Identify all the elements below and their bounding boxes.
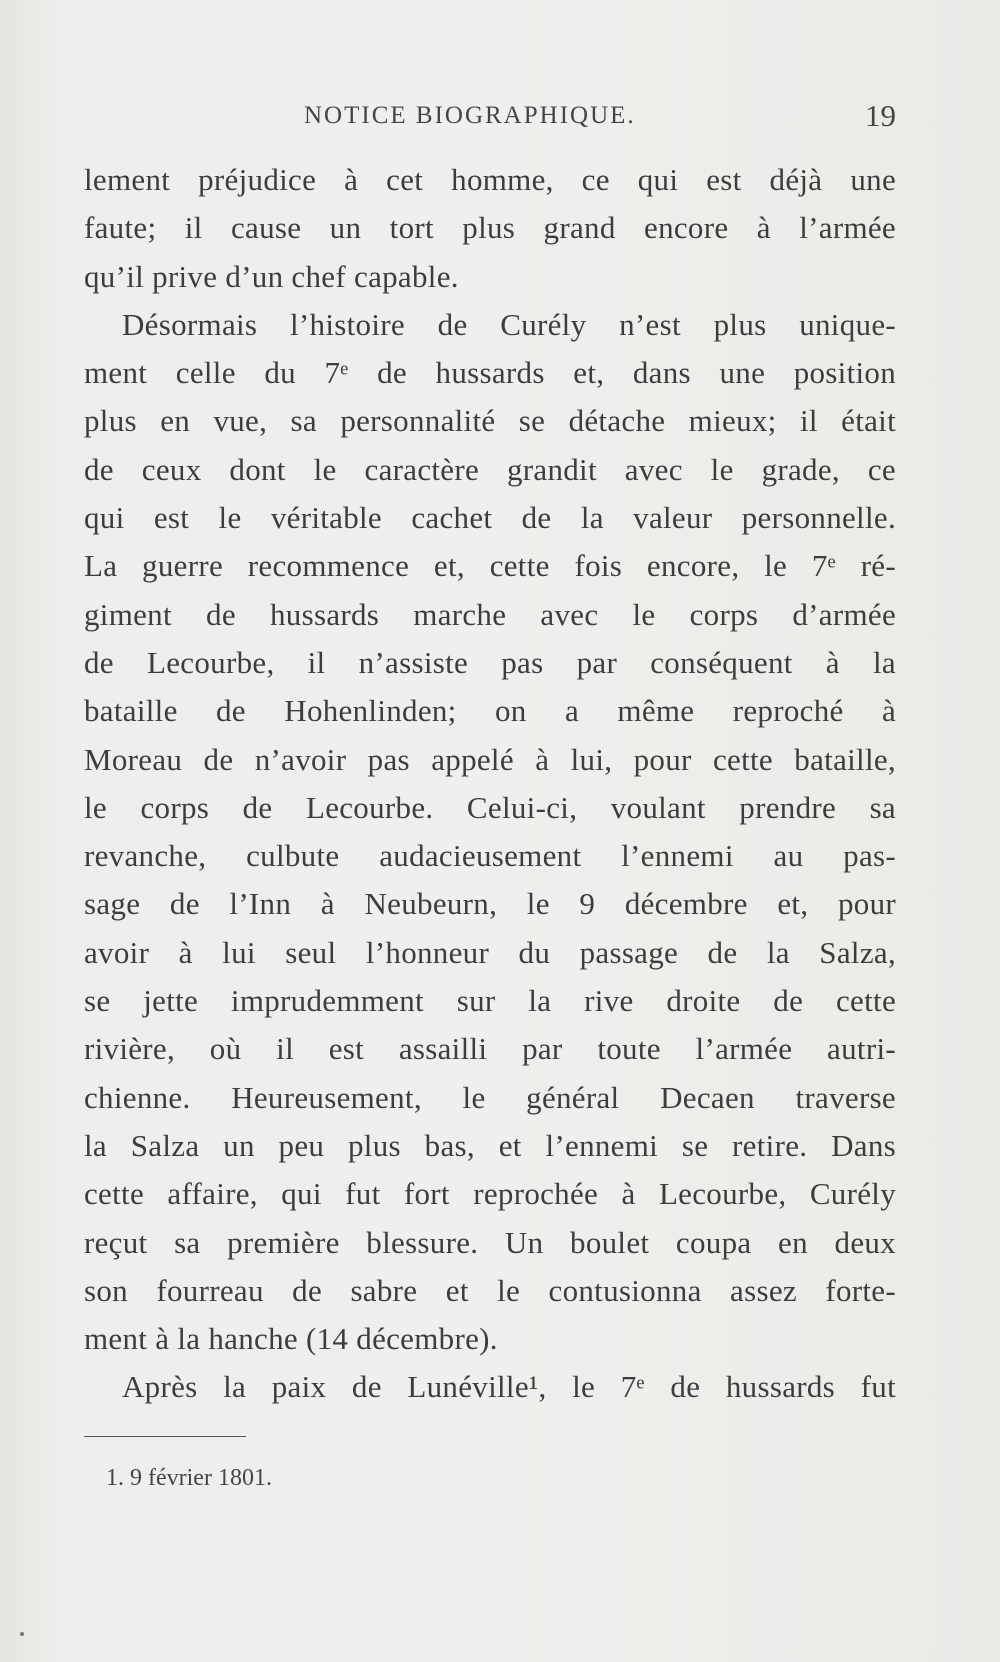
text-line: Moreau de n’avoir pas appelé à lui, pour cette bataille, [84, 741, 896, 777]
text-line: chienne. Heureusement, le général Decaen traverse [84, 1079, 896, 1115]
page-number: 19 [865, 98, 896, 133]
text-line: faute; il cause un tort plus grand encore à l’armée [84, 210, 896, 246]
body-text [84, 156, 896, 1412]
text-line: lement préjudice à cet homme, ce qui est déjà une [84, 162, 896, 197]
running-head [84, 98, 896, 138]
text-line: sage de l’Inn à Neubeurn, le 9 décembre et, pour [84, 886, 896, 922]
footnote-rule [84, 1436, 246, 1437]
text-line: La guerre recommence et, cette fois encore, le 7ᵉ ré- [84, 548, 896, 584]
text-line: Après la paix de Lunéville¹, le 7ᵉ de hussards fut [122, 1369, 896, 1405]
text-line: son fourreau de sabre et le contusionna assez forte- [84, 1272, 896, 1308]
text-line: Désormais l’histoire de Curély n’est plus unique- [122, 306, 896, 342]
text-line: cette affaire, qui fut fort reprochée à Lecourbe, Curély [84, 1176, 896, 1212]
text-line: se jette imprudemment sur la rive droite de cette [84, 983, 896, 1019]
text-line: rivière, où il est assailli par toute l’armée autri- [84, 1031, 896, 1067]
footnote: 1. 9 février 1801. [106, 1465, 272, 1491]
text-line: bataille de Hohenlinden; on a même reproché à [84, 693, 896, 729]
text-line: revanche, culbute audacieusement l’ennemi au pas- [84, 838, 896, 874]
text-line: le corps de Lecourbe. Celui-ci, voulant prendre sa [84, 789, 896, 825]
text-line: avoir à lui seul l’honneur du passage de la Salza, [84, 934, 896, 970]
text-line: la Salza un peu plus bas, et l’ennemi se retire. Dans [84, 1127, 896, 1163]
text-line: de Lecourbe, il n’assiste pas par conséquent à la [84, 644, 896, 680]
text-line: reçut sa première blessure. Un boulet coupa en deux [84, 1224, 896, 1260]
paper-speck [20, 1632, 24, 1636]
text-line: ment celle du 7ᵉ de hussards et, dans une position [84, 355, 896, 391]
text-line: de ceux dont le caractère grandit avec le grade, ce [84, 451, 896, 487]
running-title: NOTICE BIOGRAPHIQUE. [304, 102, 636, 129]
text-line: giment de hussards marche avec le corps d’armée [84, 596, 896, 632]
text-line: plus en vue, sa personnalité se détache mieux; il était [84, 403, 896, 439]
text-line: ment à la hanche (14 décembre). [84, 1321, 498, 1357]
text-line: qui est le véritable cachet de la valeur personnelle. [84, 500, 896, 536]
text-line: qu’il prive d’un chef capable. [84, 258, 459, 294]
